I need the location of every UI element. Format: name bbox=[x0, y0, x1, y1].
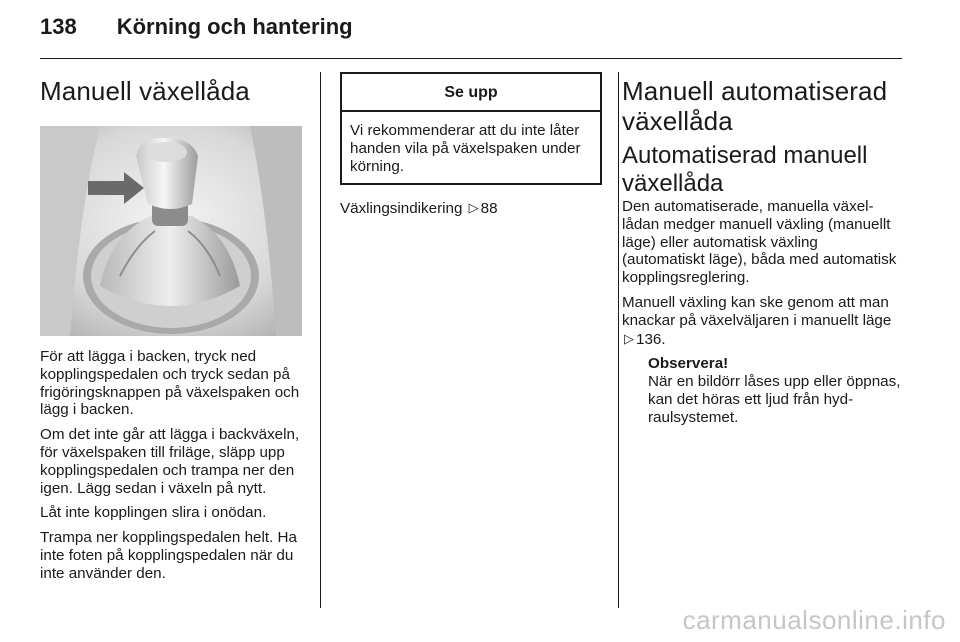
paragraph-gearbox-intro: Den automatiserade, manuella växellådan medger manuell växling (manuellt läge) eller automatisk växling (automatiskt läge), båda med automatisk kopplingsreglering. bbox=[622, 198, 897, 287]
note-text: När en bildörr låses upp eller öppnas, kan det höras ett ljud från hydraulsystemet. bbox=[648, 373, 901, 426]
column-divider-2 bbox=[618, 72, 619, 608]
note-title: Observera! bbox=[648, 355, 729, 373]
heading-manual-gearbox: Manuell växellåda bbox=[40, 76, 250, 106]
xref-page-136[interactable]: 136. bbox=[636, 330, 666, 348]
note-block bbox=[648, 355, 904, 426]
caution-title: Se upp bbox=[342, 74, 600, 112]
watermark: carmanualsonline.info bbox=[682, 605, 946, 635]
paragraph-clutch-slip: Låt inte kopplingen slira i onödan. bbox=[40, 504, 267, 522]
manual-shift-text: Manuell växling kan ske genom att man knackar på växelväljaren i manuellt läge bbox=[622, 293, 892, 329]
page-header bbox=[40, 14, 353, 44]
page-number: 138 bbox=[40, 14, 77, 39]
xref-page: 88 bbox=[480, 200, 498, 218]
xref-gear-indicator[interactable] bbox=[340, 199, 602, 218]
caution-box bbox=[340, 72, 602, 185]
header-rule bbox=[40, 58, 902, 59]
xref-label: Växlingsindikering bbox=[340, 200, 463, 218]
subheading-automated-gearbox: Automatiserad manuell växellåda bbox=[622, 142, 868, 197]
triangle-right-icon: ▷ bbox=[468, 200, 479, 216]
triangle-right-icon: ▷ bbox=[624, 330, 634, 346]
caution-text: Vi rekommenderar att du inte låter handen vila på växelspaken under körning. bbox=[350, 122, 581, 175]
column-automated-gearbox bbox=[622, 72, 904, 434]
paragraph-manual-shift bbox=[622, 294, 904, 348]
heading-automated-manual-gearbox: Manuell automatiserad växellåda bbox=[622, 76, 888, 136]
section-title: Körning och hantering bbox=[116, 14, 353, 39]
paragraph-clutch-pedal: Trampa ner kopplingspedalen helt. Ha inte foten på kopplingspedalen när du inte använder den. bbox=[40, 529, 297, 582]
gear-lever-photo bbox=[40, 126, 302, 336]
column-caution bbox=[340, 72, 602, 225]
column-divider-1 bbox=[320, 72, 321, 608]
paragraph-reverse-gear: För att lägga i backen, tryck ned kopplingspedalen och tryck sedan på frigöringsknappen på växelspaken och lägg i backen. bbox=[40, 348, 300, 419]
paragraph-reverse-retry: Om det inte går att lägga i backväxeln, för växelspaken till friläge, släpp upp kopplingspedalen och trampa ner den igen. Lägg sedan i växeln på nytt. bbox=[40, 426, 300, 497]
column-manual-gearbox bbox=[40, 72, 304, 590]
